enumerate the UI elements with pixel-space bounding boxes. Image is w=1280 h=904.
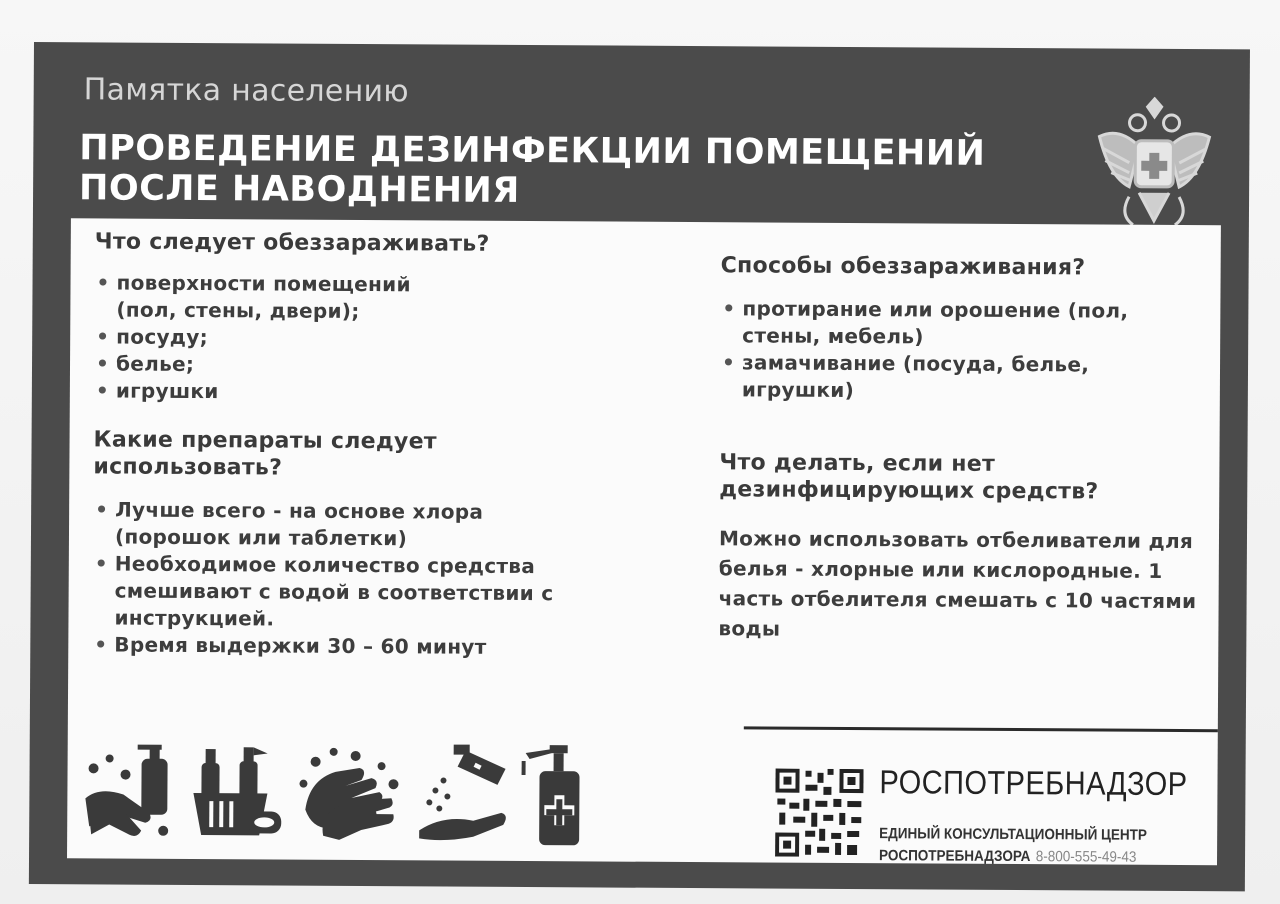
flyer-subtitle: Памятка населению <box>83 72 409 110</box>
list-what-to-disinfect <box>94 269 695 408</box>
heading-which-preparations: Какие препараты следует использовать? <box>93 427 437 481</box>
footer-divider <box>744 726 1218 732</box>
left-column <box>92 228 695 662</box>
list-item: • Время выдержки 30 – 60 минут <box>92 631 692 662</box>
icon-strip <box>79 738 600 851</box>
brand-name: РОСПОТРЕБНАДЗОР <box>879 763 1188 803</box>
sanitizer-bottle-icon <box>521 741 602 849</box>
list-item: • поверхности помещений (пол, стены, двери); <box>94 269 476 325</box>
consult-center-name: РОСПОТРЕБНАДЗОРА <box>878 847 1031 866</box>
list-item: • белье; <box>94 350 694 381</box>
consult-center-line1: ЕДИНЫЙ КОНСУЛЬТАЦИОННЫЙ ЦЕНТР <box>879 825 1147 844</box>
cleaning-supplies-icon <box>187 739 288 848</box>
content-panel <box>67 218 1221 865</box>
title-line-1: ПРОВЕДЕНИЕ ДЕЗИНФЕКЦИИ ПОМЕЩЕНИЙ <box>79 128 986 174</box>
list-item: • замачивание (посуда, белье, игрушки) <box>720 349 1162 406</box>
heading-what-to-disinfect: Что следует обеззараживать? <box>94 229 490 257</box>
list-item: • Необходимое количество средства смешивают с водой в соответствии с инструкцией. <box>92 550 554 634</box>
list-item: • посуду; <box>94 323 694 354</box>
list-methods <box>720 295 1201 406</box>
emblem-icon <box>1089 96 1220 229</box>
list-item: • Лучше всего - на основе хлора (порошок или таблетки) <box>93 496 535 553</box>
list-preparations <box>92 496 693 662</box>
hotline-phone[interactable]: 8-800-555-49-43 <box>1035 848 1137 866</box>
list-item: • протирание или орошение (пол, стены, мебель) <box>720 295 1192 352</box>
consult-center-line2 <box>879 847 1136 866</box>
flyer-title <box>79 128 1039 214</box>
handwashing-icon <box>79 738 180 847</box>
right-column <box>718 252 1200 646</box>
title-line-2: ПОСЛЕ НАВОДНЕНИЯ <box>78 168 520 211</box>
paragraph-bleach: Можно использовать отбеливатели для белья - хлорные или кислородные. 1 часть отбелителя смешать с 10 частями воды <box>718 526 1197 641</box>
heading-no-disinfectants: Что делать, если нет дезинфицирующих средств? <box>719 450 1099 505</box>
qr-code-icon <box>775 769 864 858</box>
flyer <box>29 42 1250 891</box>
spray-hand-icon <box>413 740 514 849</box>
soapy-hands-icon <box>295 740 406 849</box>
footer <box>775 763 1216 866</box>
heading-methods: Способы обеззараживания? <box>720 253 1086 281</box>
list-item: • игрушки <box>94 377 694 408</box>
